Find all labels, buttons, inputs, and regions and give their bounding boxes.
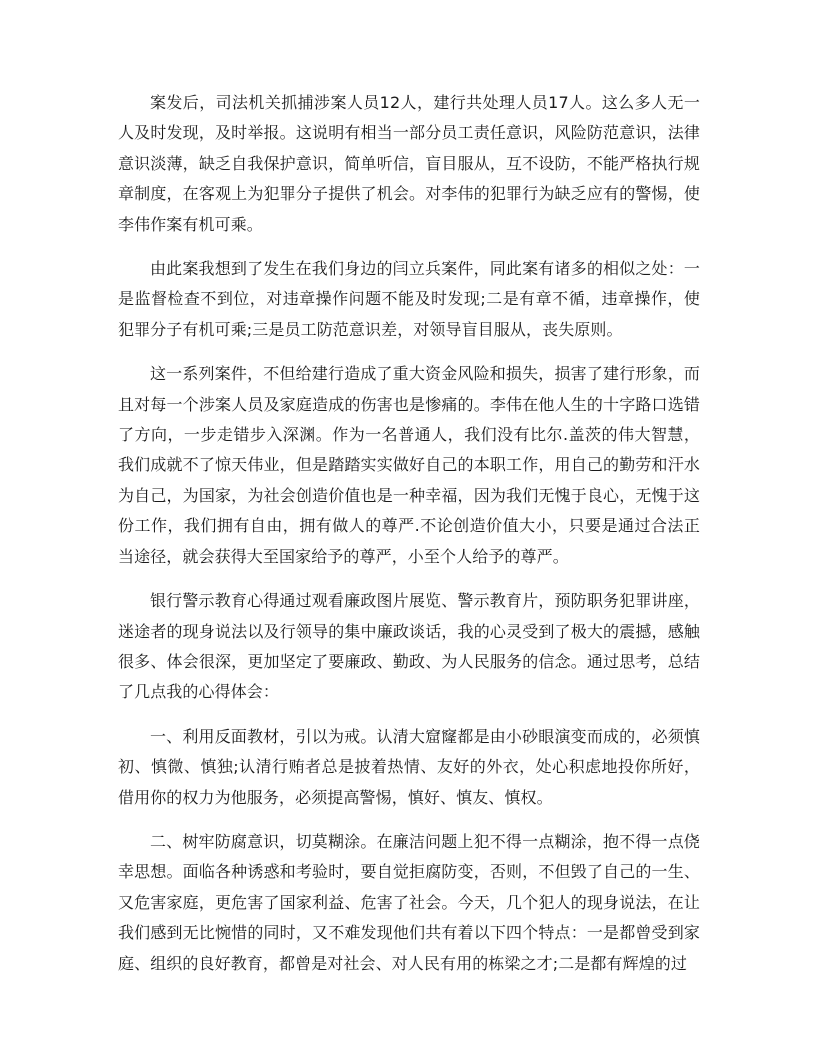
paragraph-2: 由此案我想到了发生在我们身边的闫立兵案件，同此案有诸多的相似之处：一是监督检查不到位，对违章操作问题不能及时发现;二是有章不循，违章操作，使犯罪分子有机可乘;三是员工防范意识差，对领导盲目服从，丧失原则。 xyxy=(118,259,700,339)
paragraph-5: 一、利用反面教材，引以为戒。认清大窟窿都是由小砂眼演变而成的，必须慎初、慎微、慎独;认清行贿者总是披着热情、友好的外衣，处心积虑地投你所好，借用你的权力为他服务，必须提高警惕，慎好、慎友、慎权。 xyxy=(118,726,700,807)
paragraph-6: 二、树牢防腐意识，切莫糊涂。在廉洁问题上犯不得一点糊涂，抱不得一点侥幸思想。面临各种诱惑和考验时，要自觉拒腐防变，否则，不但毁了自己的一生、又危害家庭，更危害了国家利益、危害了社会。今天，几个犯人的现身说法，在让我们感到无比惋惜的同时，又不难发现他们共有着以下四个特点：一是都曾受到家庭、组织的良好教育，都曾是对社会、对人民有用的栋梁之才;二是都有辉煌的过 xyxy=(118,831,700,973)
paragraph-4: 银行警示教育心得通过观看廉政图片展览、警示教育片，预防职务犯罪讲座，迷途者的现身说法以及行领导的集中廉政谈话，我的心灵受到了极大的震撼，感触很多、体会很深，更加坚定了要廉政、勤政、为人民服务的信念。通过思考，总结了几点我的心得体会： xyxy=(118,591,700,702)
paragraph-3: 这一系列案件，不但给建行造成了重大资金风险和损失，损害了建行形象，而且对每一个涉案人员及家庭造成的伤害也是惨痛的。李伟在他人生的十字路口选错了方向，一步走错步入深渊。作为一名普通人，我们没有比尔.盖茨的伟大智慧，我们成就不了惊天伟业，但是踏踏实实做好自己的本职工作，用自己的勤劳和汗水为自己，为国家，为社会创造价值也是一种幸福，因为我们无愧于良心，无愧于这份工作，我们拥有自由，拥有做人的尊严.不论创造价值大小，只要是通过合法正当途径，就会获得大至国家给予的尊严，小至个人给予的尊严。 xyxy=(118,364,700,566)
document-page xyxy=(118,88,700,993)
paragraph-1: 案发后，司法机关抓捕涉案人员12人，建行共处理人员17人。这么多人无一人及时发现，及时举报。这说明有相当一部分员工责任意识，风险防范意识，法律意识淡薄，缺乏自我保护意识，简单听信，盲目服从，互不设防，不能严格执行规章制度，在客观上为犯罪分子提供了机会。对李伟的犯罪行为缺乏应有的警惕，使李伟作案有机可乘。 xyxy=(118,93,700,234)
